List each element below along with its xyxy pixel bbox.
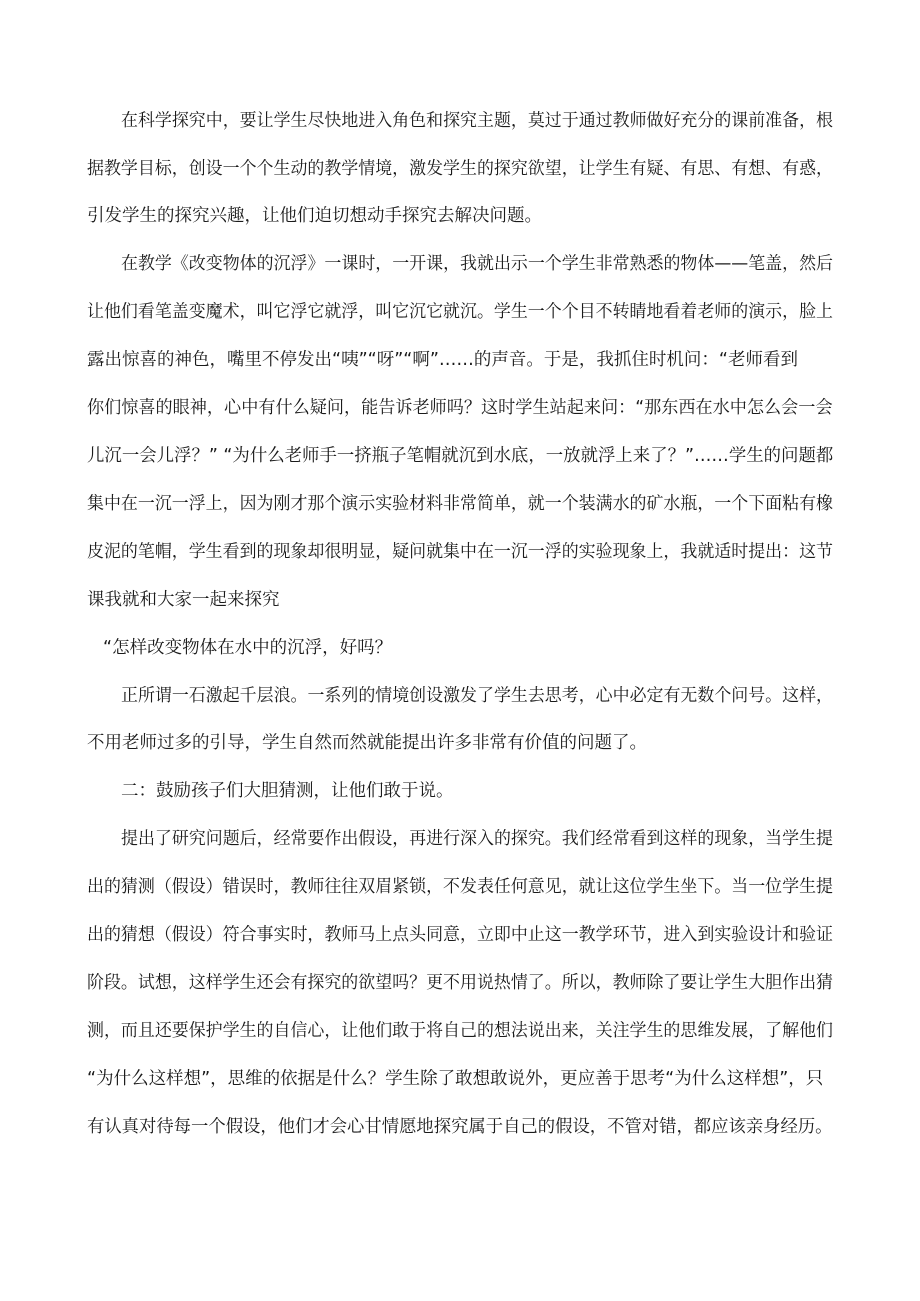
text-line-3: 引发学生的探究兴趣，让他们迫切想动手探究去解决问题。 [87,206,542,226]
text-line-13: 正所谓一石激起千层浪。一系列的情境创设激发了学生去思考，心中必定有无数个问号。这样， [121,686,833,706]
text-line-7: 你们惊喜的眼神，心中有什么疑问，能告诉老师吗？这时学生站起来问：“那东西在水中怎么会一会 [87,398,833,418]
text-line-14: 不用老师过多的引导，学生自然而然就能提出许多非常有价值的问题了。 [87,733,647,753]
text-line-22: 有认真对待每一个假设，他们才会心甘情愿地探究属于自己的假设，不管对错，都应该亲身经历。 [87,1117,833,1137]
text-line-17: 出的猜测（假设）错误时，教师往往双眉紧锁，不发表任何意见，就让这位学生坐下。当一位学生提 [87,877,833,897]
text-line-2: 据教学目标，创设一个个生动的教学情境，激发学生的探究欲望，让学生有疑、有思、有想、有惑， [87,159,833,179]
text-line-1: 在科学探究中，要让学生尽快地进入角色和探究主题，莫过于通过教师做好充分的课前准备，根 [121,111,833,131]
section-heading-2: 二：鼓励孩子们大胆猜测，让他们敢于说。 [121,781,454,801]
text-line-6: 露出惊喜的神色，嘴里不停发出“咦”“呀”“啊”……的声音。于是，我抓住时机问：“老师看到 [87,350,798,370]
text-line-21: “为什么这样想”，思维的依据是什么？学生除了敢想敢说外，更应善于思考“为什么这样想”，只 [87,1069,824,1089]
text-line-5: 让他们看笔盖变魔术，叫它浮它就浮，叫它沉它就沉。学生一个个目不转睛地看着老师的演示，脸上 [87,302,833,322]
text-line-9: 集中在一沉一浮上，因为刚才那个演示实验材料非常简单，就一个装满水的矿水瓶，一个下面粘有橡 [87,494,833,514]
text-line-20: 测，而且还要保护学生的自信心，让他们敢于将自己的想法说出来，关注学生的思维发展，了解他们 [87,1021,833,1041]
text-line-19: 阶段。试想，这样学生还会有探究的欲望吗？更不用说热情了。所以，教师除了要让学生大胆作出猜 [87,973,833,993]
text-line-12: “怎样改变物体在水中的沉浮，好吗？ [103,638,393,658]
text-line-11: 课我就和大家一起来探究 [87,590,280,610]
text-line-8: 儿沉一会儿浮？” “为什么老师手一挤瓶子笔帽就沉到水底，一放就浮上来了？”……学生的问题都 [87,446,834,466]
text-line-4: 在教学《改变物体的沉浮》一课时，一开课，我就出示一个学生非常熟悉的物体——笔盖，然后 [121,254,833,274]
text-line-10: 皮泥的笔帽，学生看到的现象却很明显，疑问就集中在一沉一浮的实验现象上，我就适时提出：这节 [87,542,833,562]
text-line-18: 出的猜想（假设）符合事实时，教师马上点头同意，立即中止这一教学环节，进入到实验设计和验证 [87,925,833,945]
text-line-16: 提出了研究问题后，经常要作出假设，再进行深入的探究。我们经常看到这样的现象，当学生提 [121,829,833,849]
